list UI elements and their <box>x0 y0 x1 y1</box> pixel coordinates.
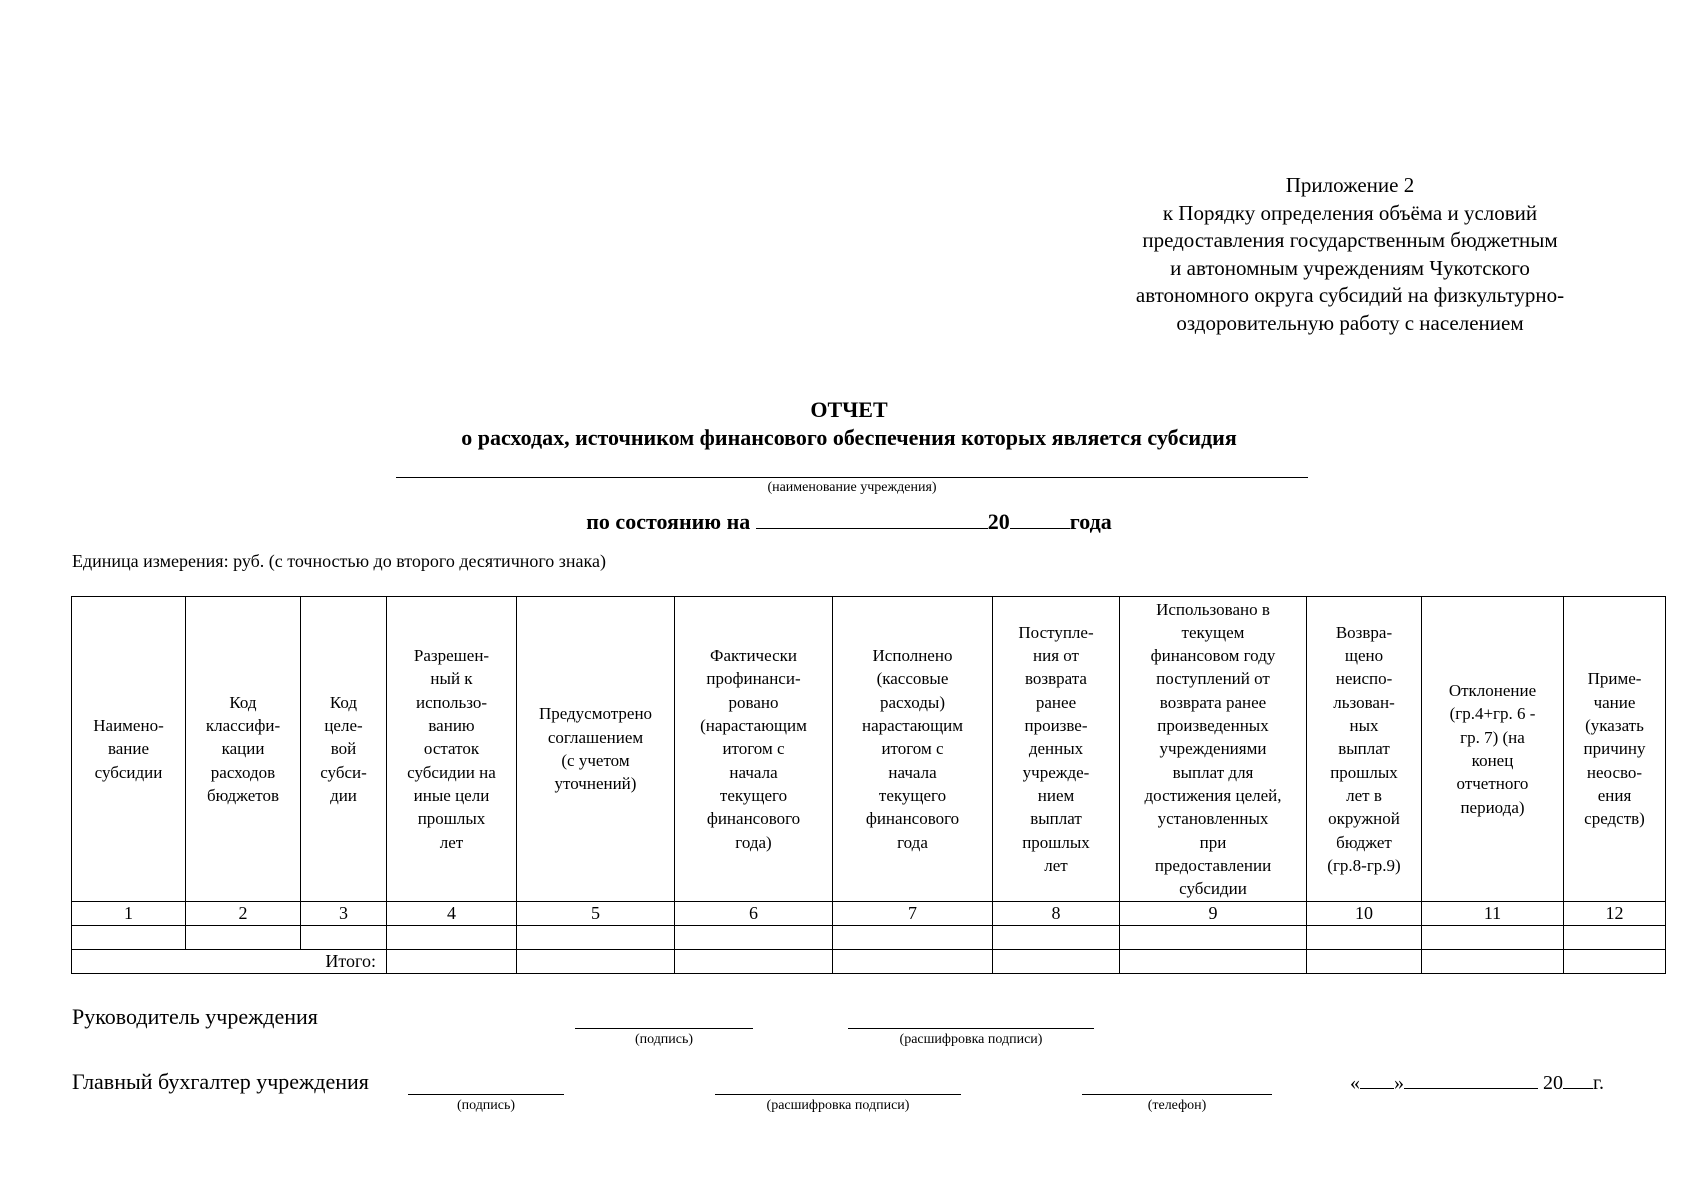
date-month-blank[interactable] <box>1404 1072 1538 1089</box>
header-cell: Отклонение (гр.4+гр. 6 - гр. 7) (на конец отчетного периода) <box>1422 597 1564 902</box>
date-suffix: г. <box>1593 1072 1604 1094</box>
table-cell[interactable] <box>675 926 833 950</box>
table-header-row <box>72 597 1666 902</box>
total-label: Итого: <box>72 950 387 974</box>
total-cell[interactable] <box>1564 950 1666 974</box>
header-cell: Предусмотрено соглашением (с учетом уточнений) <box>517 597 675 902</box>
report-table <box>71 596 1666 974</box>
header-cell: Возвра- щено неиспо- льзован- ных выплат прошлых лет в окружной бюджет (гр.8-гр.9) <box>1307 597 1422 902</box>
annex-line: автономного округа субсидий на физкультурно- <box>1135 283 1565 307</box>
as-of-suffix: года <box>1069 509 1112 534</box>
annex-line: Приложение 2 <box>1285 173 1415 197</box>
total-cell[interactable] <box>993 950 1120 974</box>
column-number: 3 <box>301 902 387 926</box>
column-number: 12 <box>1564 902 1666 926</box>
table-cell[interactable] <box>301 926 387 950</box>
accountant-phone-caption: (телефон) <box>1147 1098 1207 1113</box>
accountant-signature-caption: (подпись) <box>456 1098 516 1113</box>
annex-line: и автономным учреждениям Чукотского <box>1170 255 1530 280</box>
table-cell[interactable] <box>993 926 1120 950</box>
accountant-phone-line[interactable] <box>1082 1094 1272 1095</box>
head-signature-caption: (подпись) <box>634 1032 694 1047</box>
header-cell: Исполнено (кассовые расходы) нарастающим итогом с начала текущего финансового года <box>833 597 993 902</box>
table-cell[interactable] <box>833 926 993 950</box>
column-number: 8 <box>993 902 1120 926</box>
table-cell[interactable] <box>186 926 301 950</box>
head-decode-caption: (расшифровка подписи) <box>899 1032 1043 1047</box>
total-cell[interactable] <box>675 950 833 974</box>
date-field <box>1350 1072 1604 1095</box>
table-cell[interactable] <box>1120 926 1307 950</box>
header-cell: Поступле- ния от возврата ранее произве- денных учрежде- нием выплат прошлых лет <box>993 597 1120 902</box>
table-cell[interactable] <box>1307 926 1422 950</box>
annex-reference <box>1100 172 1600 337</box>
column-number: 11 <box>1422 902 1564 926</box>
column-number: 10 <box>1307 902 1422 926</box>
total-cell[interactable] <box>1422 950 1564 974</box>
date-open-quote: « <box>1350 1072 1360 1094</box>
header-cell: Наимено- вание субсидии <box>72 597 186 902</box>
total-cell[interactable] <box>387 950 517 974</box>
table-cell[interactable] <box>72 926 186 950</box>
org-name-caption: (наименование учреждения) <box>767 480 937 495</box>
column-number: 9 <box>1120 902 1307 926</box>
total-row <box>72 950 1666 974</box>
head-label: Руководитель учреждения <box>72 1004 318 1029</box>
header-cell: Код целе- вой субси- дии <box>301 597 387 902</box>
report-title: ОТЧЕТ <box>810 397 888 422</box>
accountant-decode-caption: (расшифровка подписи) <box>766 1098 910 1113</box>
report-subtitle: о расходах, источником финансового обеспечения которых является субсидия <box>461 425 1237 450</box>
header-cell: Фактически профинанси- ровано (нарастающим итогом с начала текущего финансового года) <box>675 597 833 902</box>
org-name-line[interactable] <box>396 477 1308 478</box>
accountant-label: Главный бухгалтер учреждения <box>72 1069 369 1094</box>
total-cell[interactable] <box>833 950 993 974</box>
header-cell: Приме- чание (указать причину неосво- ения средств) <box>1564 597 1666 902</box>
column-number-row <box>72 902 1666 926</box>
as-of-prefix: по состоянию на <box>586 509 756 534</box>
head-signature-line[interactable] <box>575 1028 753 1029</box>
accountant-signature-line[interactable] <box>408 1094 564 1095</box>
date-day-blank[interactable] <box>1360 1072 1394 1089</box>
as-of-date-blank[interactable] <box>756 508 988 529</box>
column-number: 4 <box>387 902 517 926</box>
as-of-year-blank[interactable] <box>1010 508 1070 529</box>
annex-line: предоставления государственным бюджетным <box>1142 228 1558 252</box>
column-number: 5 <box>517 902 675 926</box>
annex-line: к Порядку определения объёма и условий <box>1162 200 1538 225</box>
as-of-date-line <box>0 508 1698 535</box>
as-of-year-prefix: 20 <box>987 509 1010 534</box>
column-number: 7 <box>833 902 993 926</box>
header-cell: Код классифи- кации расходов бюджетов <box>186 597 301 902</box>
column-number: 1 <box>72 902 186 926</box>
annex-line: оздоровительную работу с населением <box>1176 310 1524 335</box>
total-cell[interactable] <box>1307 950 1422 974</box>
column-number: 6 <box>675 902 833 926</box>
header-cell: Разрешен- ный к использо- ванию остаток субсидии на иные цели прошлых лет <box>387 597 517 902</box>
date-close-quote: » <box>1394 1072 1404 1094</box>
table-cell[interactable] <box>1564 926 1666 950</box>
total-cell[interactable] <box>1120 950 1307 974</box>
table-cell[interactable] <box>1422 926 1564 950</box>
units-note: Единица измерения: руб. (с точностью до второго десятичного знака) <box>72 551 606 571</box>
date-year-prefix: 20 <box>1543 1072 1563 1094</box>
report-title-block <box>0 396 1698 452</box>
accountant-decode-line[interactable] <box>715 1094 961 1095</box>
head-decode-line[interactable] <box>848 1028 1094 1029</box>
date-year-blank[interactable] <box>1563 1072 1593 1089</box>
header-cell: Использовано в текущем финансовом году поступлений от возврата ранее произведенных учреждениями выплат для достижения целей, установленных при предоставлении субсидии <box>1120 597 1307 902</box>
column-number: 2 <box>186 902 301 926</box>
table-cell[interactable] <box>517 926 675 950</box>
table-cell[interactable] <box>387 926 517 950</box>
table-row <box>72 926 1666 950</box>
total-cell[interactable] <box>517 950 675 974</box>
